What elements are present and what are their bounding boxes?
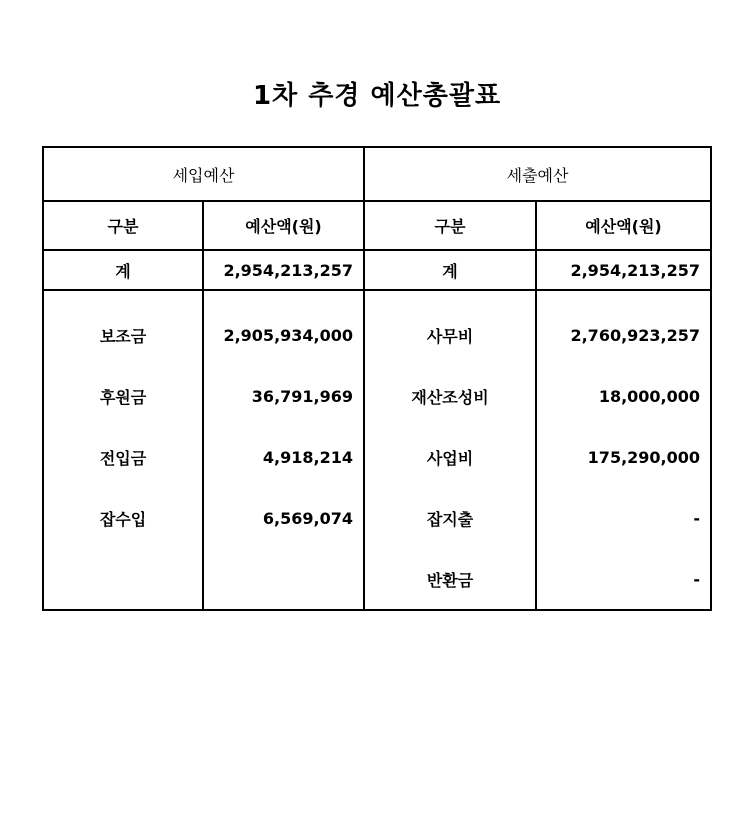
expense-item-label: 사업비 [364, 427, 536, 488]
income-total-amount: 2,954,213,257 [203, 250, 364, 290]
table-row [43, 366, 711, 427]
total-row [43, 250, 711, 290]
expense-amount-header: 예산액(원) [536, 201, 711, 250]
income-item-amount: 36,791,969 [203, 366, 364, 427]
income-item-label: 보조금 [43, 290, 203, 366]
expense-category-header: 구분 [364, 201, 536, 250]
income-item-amount: 4,918,214 [203, 427, 364, 488]
expense-item-amount: 18,000,000 [536, 366, 711, 427]
expense-item-label: 반환금 [364, 549, 536, 610]
expense-item-amount: 175,290,000 [536, 427, 711, 488]
income-total-label: 계 [43, 250, 203, 290]
table-row [43, 549, 711, 610]
income-section-header: 세입예산 [43, 147, 364, 201]
expense-section-header: 세출예산 [364, 147, 711, 201]
income-item-label: 후원금 [43, 366, 203, 427]
section-header-row [43, 147, 711, 201]
income-item-label: 전입금 [43, 427, 203, 488]
budget-summary-table [42, 146, 712, 611]
income-item-amount [203, 549, 364, 610]
page-title: 1차 추경 예산총괄표 [252, 81, 502, 111]
expense-item-label: 재산조성비 [364, 366, 536, 427]
expense-item-label: 사무비 [364, 290, 536, 366]
expense-item-amount: - [536, 488, 711, 549]
table-row [43, 427, 711, 488]
expense-item-amount: - [536, 549, 711, 610]
income-item-label [43, 549, 203, 610]
expense-total-label: 계 [364, 250, 536, 290]
expense-total-amount: 2,954,213,257 [536, 250, 711, 290]
income-item-label: 잡수입 [43, 488, 203, 549]
income-category-header: 구분 [43, 201, 203, 250]
expense-item-label: 잡지출 [364, 488, 536, 549]
income-item-amount: 6,569,074 [203, 488, 364, 549]
table-row [43, 488, 711, 549]
column-header-row [43, 201, 711, 250]
expense-item-amount: 2,760,923,257 [536, 290, 711, 366]
income-item-amount: 2,905,934,000 [203, 290, 364, 366]
income-amount-header: 예산액(원) [203, 201, 364, 250]
table-row [43, 290, 711, 366]
